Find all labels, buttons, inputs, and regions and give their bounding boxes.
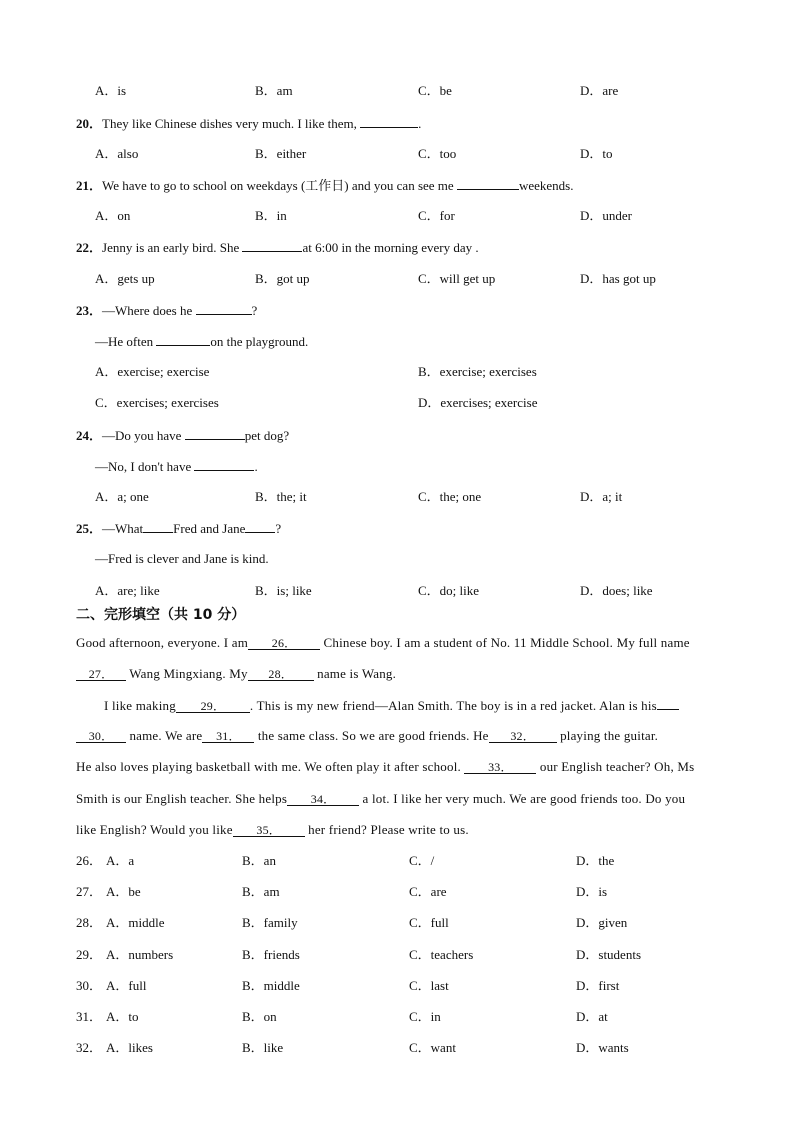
question-22 (0, 237, 794, 257)
option-d: D．at (576, 1009, 608, 1024)
passage-text: Smith is our English teacher. She helps (76, 791, 288, 806)
question-text: Jenny is an early bird. She (102, 240, 240, 255)
option-d: D．given (576, 915, 628, 930)
cloze-blank-30[interactable]: 30． (76, 728, 126, 743)
q23-options-row2 (0, 393, 794, 413)
option-c: C．too (418, 146, 457, 161)
passage-line-1 (0, 633, 794, 653)
option-number: 32． (76, 1040, 103, 1055)
q22-options (0, 269, 794, 289)
answer-blank[interactable] (242, 237, 302, 252)
option-d: D．a; it (580, 489, 623, 504)
question-25-line2 (0, 549, 794, 569)
question-text: —He often (95, 334, 154, 349)
option-d: D．has got up (580, 271, 656, 286)
answer-blank[interactable] (360, 113, 418, 128)
question-number: 24． (76, 428, 103, 443)
option-b: B．is; like (255, 583, 312, 598)
answer-blank[interactable] (185, 425, 245, 440)
option-c: C．are (409, 884, 447, 899)
passage-text: Good afternoon, everyone. I am (76, 635, 249, 650)
option-b: B．got up (255, 271, 310, 286)
option-c: C．/ (409, 853, 435, 868)
question-24-line2 (0, 456, 794, 476)
passage-line-5 (0, 757, 794, 777)
q23-options-row1 (0, 362, 794, 382)
passage-text: playing the guitar. (560, 728, 659, 743)
option-d: D．students (576, 947, 642, 962)
question-text-end: weekends. (518, 178, 574, 193)
passage-text: her friend? Please write to us. (308, 822, 469, 837)
option-c: C．do; like (418, 583, 480, 598)
cloze-blank-28[interactable]: 28． (248, 666, 314, 681)
question-text: —No, I don't have (95, 459, 192, 474)
question-text-end: ? (275, 521, 282, 536)
option-b: B．middle (242, 978, 300, 993)
option-c: C．want (409, 1040, 456, 1055)
passage-text: Wang Mingxiang. My (129, 666, 248, 681)
option-d: D．the (576, 853, 615, 868)
option-number: 26． (76, 853, 103, 868)
question-text-end: . (254, 459, 258, 474)
cloze-options-28 (0, 913, 794, 933)
option-a: A．gets up (95, 271, 155, 286)
option-a: A．to (106, 1009, 139, 1024)
option-number: 27． (76, 884, 103, 899)
option-a: A．are; like (95, 583, 160, 598)
section-heading (0, 605, 794, 625)
passage-text: He also loves playing basketball with me. We often play it after school. (76, 759, 461, 774)
passage-text: like English? Would you like (76, 822, 233, 837)
option-a: A．full (106, 978, 147, 993)
option-a: A．a (106, 853, 135, 868)
passage-text: . This is my new friend—Alan Smith. The boy is in a red jacket. Alan is his (249, 698, 657, 713)
option-a: A．on (95, 208, 131, 223)
option-b: B．like (242, 1040, 284, 1055)
option-number: 30． (76, 978, 103, 993)
option-c: C．be (418, 83, 452, 98)
q19-options (0, 81, 794, 101)
cloze-blank-31[interactable]: 31． (202, 728, 254, 743)
question-24 (0, 425, 794, 445)
option-a: A．is (95, 83, 127, 98)
question-text-end: pet dog? (244, 428, 290, 443)
option-b: B．the; it (255, 489, 307, 504)
cloze-options-32 (0, 1038, 794, 1058)
option-b: B．family (242, 915, 298, 930)
option-a: A．exercise; exercise (95, 364, 210, 379)
question-text-end: . (418, 116, 422, 131)
cloze-blank-34[interactable]: 34． (287, 791, 359, 806)
cloze-blank-32[interactable]: 32． (489, 728, 557, 743)
option-b: B．friends (242, 947, 300, 962)
question-text-end: ? (251, 303, 258, 318)
question-text-end: at 6:00 in the morning every day . (302, 240, 479, 255)
passage-text: name. We are (129, 728, 203, 743)
option-number: 28． (76, 915, 103, 930)
option-a: A．a; one (95, 489, 149, 504)
passage-text: I like making (104, 698, 176, 713)
passage-text: our English teacher? Oh, Ms (539, 759, 695, 774)
answer-blank[interactable] (245, 518, 275, 533)
question-text: —Where does he (102, 303, 193, 318)
option-d: D．to (580, 146, 613, 161)
question-number: 20． (76, 116, 103, 131)
passage-line-4 (0, 726, 794, 746)
cloze-blank-33[interactable]: 33． (464, 759, 536, 774)
cloze-options-26 (0, 851, 794, 871)
option-b: B．either (255, 146, 307, 161)
option-c: C．in (409, 1009, 441, 1024)
question-text-end: on the playground. (210, 334, 309, 349)
cloze-blank-29[interactable]: 29． (176, 698, 250, 713)
cloze-options-29 (0, 945, 794, 965)
option-c: C．for (418, 208, 455, 223)
q25-options (0, 581, 794, 601)
question-25 (0, 518, 794, 538)
passage-text: the same class. So we are good friends. He (257, 728, 489, 743)
passage-text: a lot. I like her very much. We are good friends too. Do you (362, 791, 686, 806)
passage-line-3 (0, 695, 794, 715)
option-d: D．is (576, 884, 608, 899)
option-c: C．the; one (418, 489, 482, 504)
question-number: 23． (76, 303, 103, 318)
question-text: They like Chinese dishes very much. I like them, (102, 116, 357, 131)
question-text: —What (102, 521, 144, 536)
cloze-blank-26[interactable]: 26． (248, 635, 320, 650)
q21-options (0, 206, 794, 226)
option-a: A．numbers (106, 947, 174, 962)
passage-line-7 (0, 820, 794, 840)
answer-blank[interactable] (156, 331, 210, 346)
answer-blank[interactable] (196, 300, 252, 315)
section-title: 二、完形填空（共 10 分） (76, 607, 246, 623)
question-21 (0, 175, 794, 195)
passage-text: name is Wang. (317, 666, 397, 681)
option-b: B．on (242, 1009, 277, 1024)
trailing-blank (657, 695, 679, 710)
option-c: C．exercises; exercises (95, 395, 219, 410)
option-c: C．full (409, 915, 449, 930)
question-text-mid: Fred and Jane (173, 521, 246, 536)
option-d: D．wants (576, 1040, 629, 1055)
q20-options (0, 144, 794, 164)
question-text: —Do you have (102, 428, 182, 443)
q24-options (0, 487, 794, 507)
option-a: A．also (95, 146, 139, 161)
cloze-options-30 (0, 976, 794, 996)
question-text: We have to go to school on weekdays (工作日) and you can see me (102, 178, 454, 193)
option-d: D．first (576, 978, 620, 993)
question-number: 25． (76, 521, 103, 536)
answer-blank[interactable] (143, 518, 173, 533)
cloze-options-27 (0, 882, 794, 902)
question-20 (0, 113, 794, 133)
option-a: A．be (106, 884, 141, 899)
option-a: A．likes (106, 1040, 153, 1055)
question-23 (0, 300, 794, 320)
question-text: —Fred is clever and Jane is kind. (95, 551, 269, 566)
option-d: D．exercises; exercise (418, 395, 538, 410)
cloze-options-31 (0, 1007, 794, 1027)
cloze-blank-35[interactable]: 35． (233, 822, 305, 837)
passage-text: Chinese boy. I am a student of No. 11 Middle School. My full name (323, 635, 690, 650)
option-d: D．does; like (580, 583, 653, 598)
option-a: A．middle (106, 915, 165, 930)
question-number: 22． (76, 240, 103, 255)
answer-blank[interactable] (194, 456, 254, 471)
option-number: 29． (76, 947, 103, 962)
option-b: B．am (242, 884, 280, 899)
option-number: 31． (76, 1009, 103, 1024)
option-b: B．am (255, 83, 293, 98)
option-c: C．teachers (409, 947, 474, 962)
option-b: B．an (242, 853, 276, 868)
question-number: 21． (76, 178, 103, 193)
option-b: B．exercise; exercises (418, 364, 537, 379)
question-23-line2 (0, 331, 794, 351)
answer-blank[interactable] (457, 175, 519, 190)
option-c: C．last (409, 978, 449, 993)
option-d: D．are (580, 83, 619, 98)
passage-line-2 (0, 664, 794, 684)
option-c: C．will get up (418, 271, 496, 286)
cloze-blank-27[interactable]: 27． (76, 666, 126, 681)
passage-line-6 (0, 789, 794, 809)
option-b: B．in (255, 208, 287, 223)
option-d: D．under (580, 208, 632, 223)
